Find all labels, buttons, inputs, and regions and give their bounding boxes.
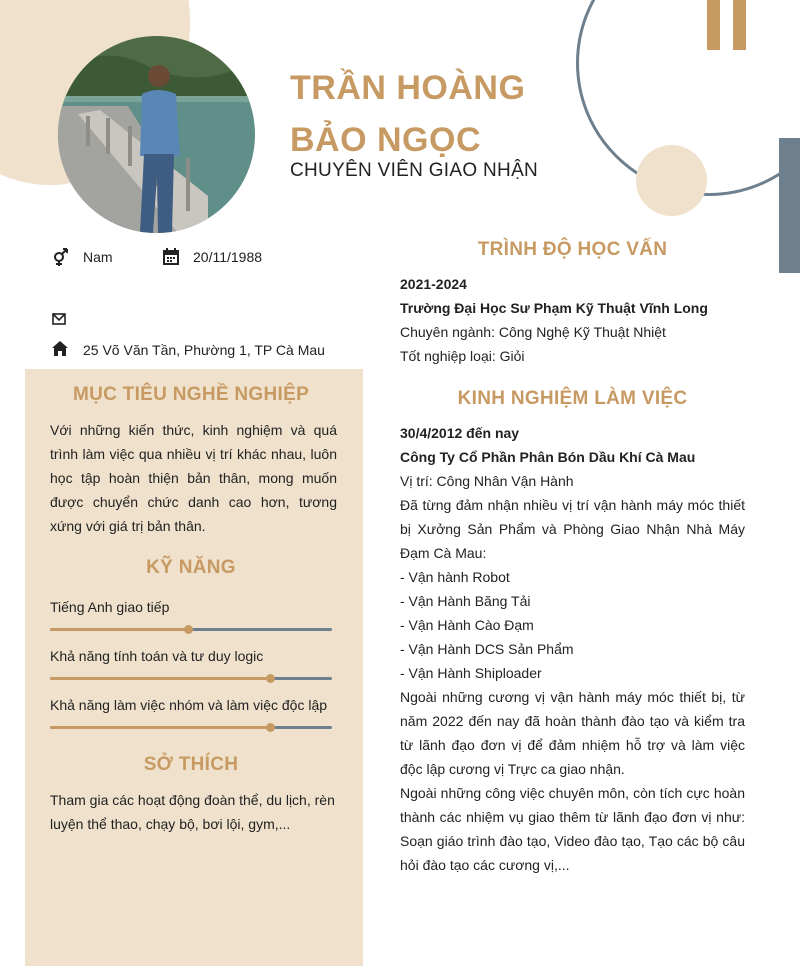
- skill-bar-knob: [266, 674, 275, 683]
- full-name-line-1: TRẦN HOÀNG: [290, 69, 526, 107]
- education-major: Chuyên ngành: Công Nghệ Kỹ Thuật Nhiệt: [400, 324, 666, 340]
- experience-period: 30/4/2012 đến nay: [400, 425, 520, 441]
- experience-task: - Vận hành Robot: [400, 569, 510, 585]
- career-goal-title: MỤC TIÊU NGHỀ NGHIỆP: [72, 384, 310, 405]
- experience-extra-2: Ngoài những công việc chuyên môn, còn tích cực hoàn thành các nhiệm vụ giao thêm từ lãnh đạo đơn vị như: Soạn giáo trình đào tạo, Video đào tạo, Tạo các bộ câu hỏi đào tạo các cương vị,...: [400, 785, 745, 873]
- experience-task: - Vận Hành Shiploader: [400, 665, 542, 681]
- experience-company: Công Ty Cổ Phần Phân Bón Dầu Khí Cà Mau: [400, 449, 696, 465]
- experience-task: - Vận Hành Cào Đạm: [400, 617, 534, 633]
- decor-gold-bar-2: [733, 0, 746, 50]
- skill-bar-knob: [266, 723, 275, 732]
- experience-title: KINH NGHIỆM LÀM VIỆC: [457, 388, 688, 409]
- skill-bar-fill: [50, 677, 270, 680]
- decor-slate-bar: [779, 138, 800, 273]
- decor-beige-circle: [636, 145, 707, 216]
- skill-label: Tiếng Anh giao tiếp: [50, 599, 170, 615]
- career-goal-text: Với những kiến thức, kinh nghiệm và quá trình làm việc qua nhiều vị trí khác nhau, luôn học tập hoàn thiện bản thân, mong muốn được chuyển chức danh cao hơn, tương xứng với giá trị bản thân.: [50, 422, 337, 534]
- birthdate-value: 20/11/1988: [193, 249, 263, 265]
- experience-task: - Vận Hành DCS Sản Phẩm: [400, 641, 574, 657]
- email-icon: [52, 312, 70, 330]
- education-school: Trường Đại Học Sư Phạm Kỹ Thuật Vĩnh Long: [400, 300, 708, 316]
- gender-value: Nam: [83, 249, 113, 265]
- calendar-icon: [163, 248, 181, 266]
- skills-title: KỸ NĂNG: [146, 557, 236, 578]
- skill-bar-fill: [50, 726, 270, 729]
- experience-description: Đã từng đảm nhận nhiều vị trí vận hành máy móc thiết bị Xưởng Sản Phẩm và Phòng Giao Nhận Nhà Máy Đạm Cà Mau:: [400, 497, 745, 561]
- experience-position: Vị trí: Công Nhân Vận Hành: [400, 473, 574, 489]
- education-title: TRÌNH ĐỘ HỌC VẤN: [477, 239, 668, 260]
- skill-bar: [50, 628, 332, 631]
- experience-task: - Vận Hành Băng Tải: [400, 593, 531, 609]
- profile-photo-illustration: [58, 36, 255, 233]
- skill-label: Khả năng tính toán và tư duy logic: [50, 648, 264, 664]
- full-name: [290, 62, 525, 166]
- full-name-line-2: BẢO NGỌC: [290, 121, 481, 159]
- skill-label: Khả năng làm việc nhóm và làm việc độc lập: [50, 697, 328, 713]
- hobbies-title: SỞ THÍCH: [143, 754, 239, 775]
- skill-bar-fill: [50, 628, 188, 631]
- profile-photo: [58, 36, 255, 233]
- gender-icon: [52, 248, 70, 266]
- experience-block: [400, 421, 745, 877]
- education-period: 2021-2024: [400, 276, 467, 292]
- decor-gold-bar-1: [707, 0, 720, 50]
- hobbies-text: Tham gia các hoạt động đoàn thể, du lịch, rèn luyện thể thao, chạy bộ, bơi lội, gym,...: [50, 792, 335, 832]
- experience-extra-1: Ngoài những cương vị vận hành máy móc thiết bị, từ năm 2022 đến nay đã hoàn thành đào tạo và kiểm tra từ lãnh đạo đơn vị để đảm nhiệm hỗ trợ và làm việc độc lập cương vị Trực ca giao nhận.: [400, 689, 745, 777]
- address-value: 25 Võ Văn Tần, Phường 1, TP Cà Mau: [83, 342, 325, 358]
- home-icon: [52, 341, 70, 359]
- skill-bar: [50, 726, 332, 729]
- job-title: CHUYÊN VIÊN GIAO NHẬN: [290, 160, 539, 181]
- skill-bar: [50, 677, 332, 680]
- education-grade: Tốt nghiệp loại: Giỏi: [400, 348, 525, 364]
